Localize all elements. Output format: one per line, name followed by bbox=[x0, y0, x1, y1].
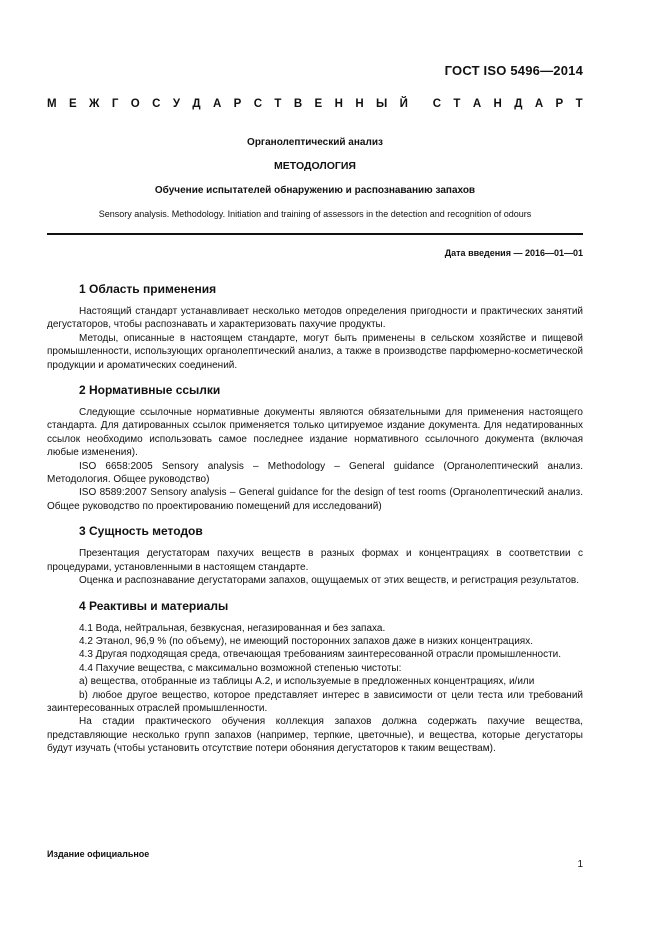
heading-letter: М bbox=[47, 98, 57, 110]
heading-letter: Г bbox=[111, 98, 119, 110]
title-subject: Органолептический анализ bbox=[247, 137, 383, 148]
heading-letter: О bbox=[130, 98, 140, 110]
official-edition-label: Издание официальное bbox=[47, 849, 150, 859]
title-subtitle: Обучение испытателей обнаружению и распознаванию запахов bbox=[154, 185, 476, 196]
list-item: а) вещества, отобранные из таблицы А.2, и используемые в предложенных концентрациях, и/или bbox=[79, 676, 535, 688]
title-divider bbox=[47, 233, 583, 235]
section-heading: 1 Область применения bbox=[79, 282, 217, 296]
document-body bbox=[47, 282, 583, 767]
paragraph: 4.4 Пахучие вещества, с максимально возможной степенью чистоты: bbox=[79, 662, 402, 674]
paragraph: 4.3 Другая подходящая среда, отвечающая требованиям заинтересованной отрасли промышленности. bbox=[79, 649, 562, 661]
heading-letter: В bbox=[293, 98, 303, 110]
section-heading: 4 Реактивы и материалы bbox=[79, 598, 229, 613]
heading-letter: Й bbox=[399, 98, 408, 110]
heading-letter: Т bbox=[274, 98, 282, 110]
section-reagents bbox=[47, 599, 583, 756]
heading-letter: А bbox=[212, 98, 222, 110]
document-number: ГОСТ ISO 5496—2014 bbox=[444, 63, 583, 78]
heading-letter: Ы bbox=[376, 98, 388, 110]
section-method-principle bbox=[47, 524, 583, 587]
page-number: 1 bbox=[577, 859, 583, 870]
paragraph: Методы, описанные в настоящем стандарте, могут быть применены в сельском хозяйстве и пищевой промышленности, использующих органолептический анализ, а также в производстве парфюмерно-косметической продукции и ароматических соединений. bbox=[47, 332, 583, 371]
heading-letter: Е bbox=[314, 98, 323, 110]
heading-letter: Р bbox=[555, 98, 564, 110]
section-heading: 3 Сущность методов bbox=[79, 524, 203, 539]
title-english: Sensory analysis. Methodology. Initiation and training of assessors in the detection and recognition of odours bbox=[98, 209, 532, 219]
heading-letter: Н bbox=[334, 98, 343, 110]
section-scope bbox=[47, 282, 583, 372]
heading-letter: Н bbox=[493, 98, 502, 110]
paragraph: 4.1 Вода, нейтральная, безвкусная, негазированная и без запаха. bbox=[79, 622, 386, 634]
heading-letter: Д bbox=[514, 98, 523, 110]
heading-letter: Ж bbox=[89, 98, 100, 110]
heading-letter: А bbox=[472, 98, 482, 110]
list-item: b) любое другое вещество, которое представляет интерес в зависимости от цели теста или требований заинтересованных отраслей промышленности. bbox=[47, 689, 583, 714]
heading-letter: Н bbox=[355, 98, 364, 110]
heading-letter: Д bbox=[192, 98, 201, 110]
heading-letter: У bbox=[172, 98, 180, 110]
heading-letter: Т bbox=[453, 98, 461, 110]
reference-item: ISO 6658:2005 Sensory analysis – Methodology – General guidance (Органолептический анализ. Методология. Общее руководство) bbox=[47, 460, 583, 486]
paragraph: На стадии практического обучения коллекция запахов должна содержать пахучие вещества, представляющие несколько групп запахов (например, терпкие, цветочные), и вещества, которые дегустаторы будут изучать (чтобы установить отсутствие потери обоняния дегустаторов к таким веществам). bbox=[47, 716, 583, 755]
heading-letter: А bbox=[534, 98, 544, 110]
title-main: МЕТОДОЛОГИЯ bbox=[274, 160, 356, 172]
heading-letter: С bbox=[253, 98, 263, 110]
paragraph: Настоящий стандарт устанавливает несколько методов определения пригодности и практических занятий дегустаторов, чтобы распознавать и характеризовать пахучие продукты. bbox=[47, 306, 583, 331]
paragraph: 4.2 Этанол, 96,9 % (по объему), не имеющий посторонних запахов даже в низких концентрациях. bbox=[79, 635, 533, 647]
interstate-standard-heading bbox=[47, 98, 583, 110]
effective-date: Дата введения — 2016—01—01 bbox=[444, 248, 583, 258]
heading-letter: Е bbox=[68, 98, 77, 110]
heading-letter: С bbox=[152, 98, 161, 110]
heading-letter: С bbox=[432, 98, 442, 110]
section-normative-references bbox=[47, 383, 583, 513]
heading-letter: Т bbox=[575, 98, 583, 110]
paragraph: Презентация дегустаторам пахучих веществ в разных формах и концентрациях в соответствии с процедурами, установленными в настоящем стандарте. bbox=[47, 548, 583, 573]
paragraph: Оценка и распознавание дегустаторами запахов, ощущаемых от этих веществ, и регистрация результатов. bbox=[79, 575, 580, 587]
heading-letter: Р bbox=[233, 98, 242, 110]
section-heading: 2 Нормативные ссылки bbox=[79, 383, 221, 398]
reference-item: ISO 8589:2007 Sensory analysis – General guidance for the design of test rooms (Органолептический анализ. Общее руководство по проектированию помещений для исследований) bbox=[47, 487, 583, 512]
paragraph: Следующие ссылочные нормативные документы являются обязательными для применения настоящего стандарта. Для датированных ссылок применяется только цитируемое издание документа. Для недатированных ссылок необходимо использовать самое последнее издание нормативного ссылочного документа (включая любые изменения). bbox=[47, 407, 583, 459]
